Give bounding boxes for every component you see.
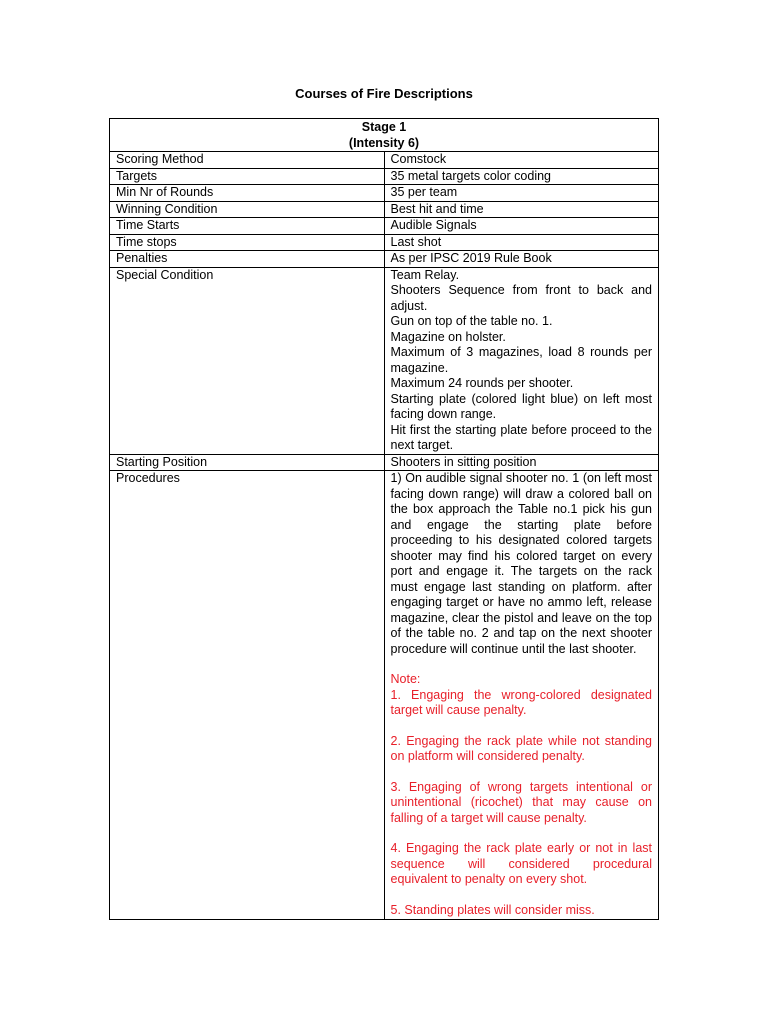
procedures-notes: [391, 672, 653, 918]
table-row: [110, 185, 659, 202]
note-item: 4. Engaging the rack plate early or not in last sequence will considered procedural equivalent to penalty on every shot.: [390, 841, 652, 886]
row-label-scoring-method: Scoring Method: [110, 152, 385, 169]
page-title: Courses of Fire Descriptions: [295, 86, 473, 101]
row-value-time-stops: Last shot: [384, 234, 659, 251]
note-title: Note:: [390, 672, 421, 686]
row-value-penalties: As per IPSC 2019 Rule Book: [384, 251, 659, 268]
stage-header-row: [110, 119, 659, 152]
special-condition-line: Starting plate (colored light blue) on left most facing down range.: [390, 391, 652, 421]
special-condition-line: Team Relay.: [390, 267, 460, 282]
special-condition-line: Shooters Sequence from front to back and adjust.: [390, 283, 652, 313]
table-row: [110, 267, 659, 454]
special-condition-line: Maximum of 3 magazines, load 8 rounds per magazine.: [390, 345, 652, 375]
row-label-special-condition: Special Condition: [110, 267, 385, 454]
stage-number: Stage 1: [361, 120, 407, 134]
stage-table: [109, 118, 659, 920]
note-item: 5. Standing plates will consider miss.: [390, 902, 595, 917]
table-row: [110, 454, 659, 471]
row-label-penalties: Penalties: [110, 251, 385, 268]
row-value-special-condition: [384, 267, 659, 454]
stage-header: [110, 119, 659, 152]
row-label-time-starts: Time Starts: [110, 218, 385, 235]
row-value-starting-position: Shooters in sitting position: [384, 454, 659, 471]
table-row: [110, 218, 659, 235]
special-condition-line: Magazine on holster.: [390, 329, 506, 344]
table-row: [110, 168, 659, 185]
row-label-procedures: Procedures: [110, 471, 385, 920]
row-value-time-starts: Audible Signals: [384, 218, 659, 235]
table-row: [110, 152, 659, 169]
row-label-starting-position: Starting Position: [110, 454, 385, 471]
note-item: 3. Engaging of wrong targets intentional or unintentional (ricochet) that may cause on falling of a target will cause penalty.: [390, 779, 652, 825]
table-row: [110, 471, 659, 920]
special-condition-line: Hit first the starting plate before proceed to the next target.: [390, 422, 652, 452]
table-row: [110, 251, 659, 268]
row-value-winning-condition: Best hit and time: [384, 201, 659, 218]
row-label-winning-condition: Winning Condition: [110, 201, 385, 218]
row-label-time-stops: Time stops: [110, 234, 385, 251]
row-label-targets: Targets: [110, 168, 385, 185]
table-row: [110, 201, 659, 218]
note-item: 2. Engaging the rack plate while not standing on platform will considered penalty.: [390, 733, 652, 763]
row-label-min-rounds: Min Nr of Rounds: [110, 185, 385, 202]
stage-intensity: (Intensity 6): [348, 135, 420, 150]
procedures-text: 1) On audible signal shooter no. 1 (on left most facing down range) will draw a colored ball on the box approach the Table no.1 pick his gun and engage the starting plate before proceeding to his designated colored targets shooter may find his colored target on every port and engage it. The targets on the rack must engage last standing on platform. after engaging target or have no ammo left, release magazine, clear the pistol and leave on the top of the table no. 2 and tap on the next shooter procedure will continue until the last shooter.: [390, 471, 652, 656]
row-value-targets: 35 metal targets color coding: [384, 168, 659, 185]
table-row: [110, 234, 659, 251]
row-value-procedures: [384, 471, 659, 920]
special-condition-line: Maximum 24 rounds per shooter.: [390, 376, 574, 390]
row-value-min-rounds: 35 per team: [384, 185, 659, 202]
special-condition-line: Gun on top of the table no. 1.: [390, 314, 553, 328]
note-item: 1. Engaging the wrong-colored designated target will cause penalty.: [390, 687, 652, 717]
row-value-scoring-method: Comstock: [384, 152, 659, 169]
